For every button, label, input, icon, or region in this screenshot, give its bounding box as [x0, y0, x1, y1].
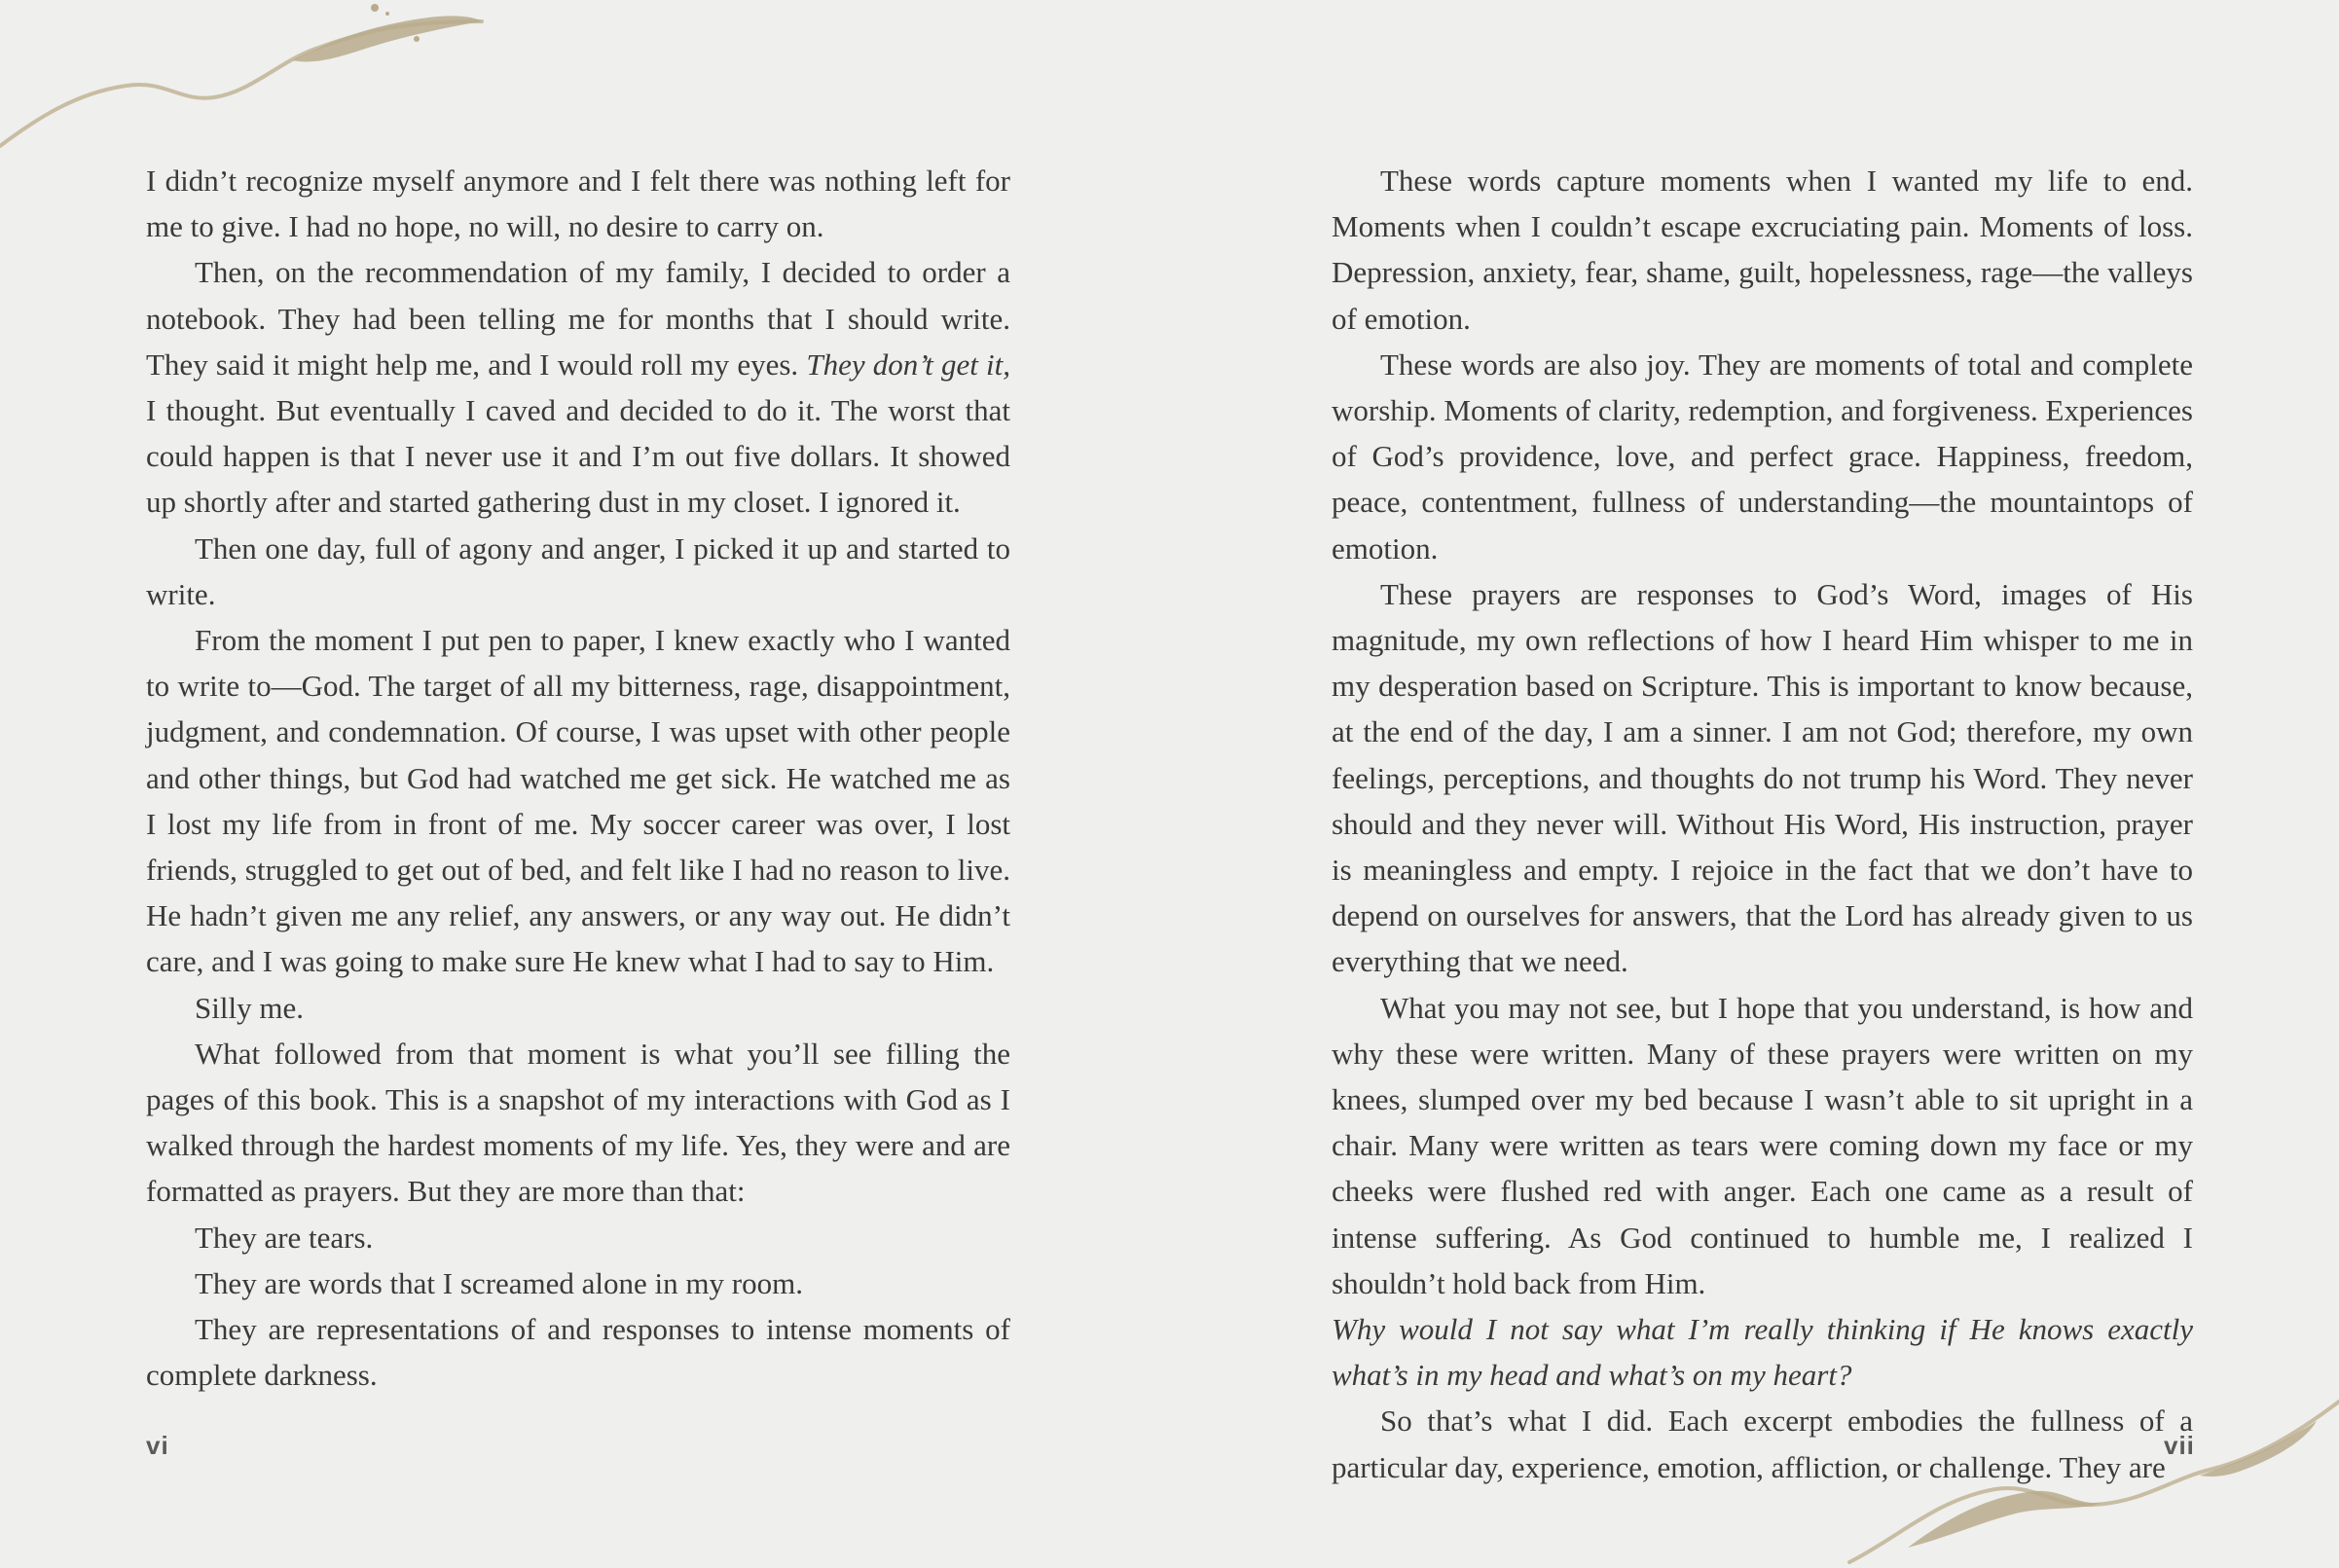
paragraph: [1332, 342, 2193, 571]
paragraph: [146, 617, 1010, 985]
text-run: Silly me.: [195, 990, 304, 1025]
text-run: From the moment I put pen to paper, I knew exactly who I wanted to write to—God. The target of all my bitterness, rage, disappointment, judgment, and condemnation. Of course, I was upset with other people and other things, but God had watched me get sick. He watched me as I lost my life from in front of me. My soccer career was over, I lost friends, struggled to get out of bed, and felt like I had no reason to live. He hadn’t given me any relief, any answers, or any way out. He didn’t care, and I was going to make sure He knew what I had to say to Him.: [146, 623, 1010, 979]
paragraph: [146, 249, 1010, 525]
gold-swoosh-decoration-top: [0, 0, 506, 165]
paragraph: [1332, 985, 2193, 1306]
page-number-right: vii: [2164, 1431, 2195, 1460]
paragraph: [1332, 1306, 2193, 1398]
text-run: Then, on the recommendation of my family, I decided to order a notebook. They had been telling me for months that I should write. They said it might help me, and I would roll my eyes.: [146, 255, 1010, 382]
paragraph: [146, 158, 1010, 249]
text-run: Why would I not say what I’m really thinking if He knows exactly what’s in my head and what’s on my heart?: [1332, 1312, 2193, 1393]
paragraph: [146, 1215, 1010, 1260]
paragraph: [146, 1260, 1010, 1306]
text-run: These words capture moments when I wanted my life to end. Moments when I couldn’t escape excruciating pain. Moments of loss. Depression, anxiety, fear, shame, guilt, hopelessness, rage—the valleys of emotion.: [1332, 164, 2193, 336]
paragraph: [146, 985, 1010, 1031]
text-run: I didn’t recognize myself anymore and I felt there was nothing left for me to give. I had no hope, no will, no desire to carry on.: [146, 164, 1010, 244]
paragraph: [1332, 158, 2193, 342]
paragraph: [1332, 1398, 2193, 1489]
text-run: So that’s what I did. Each excerpt embodies the fullness of a particular day, experience, emotion, affliction, or challenge. They are: [1332, 1404, 2193, 1484]
text-run: They are tears.: [195, 1220, 374, 1255]
text-run: Then one day, full of agony and anger, I picked it up and started to write.: [146, 530, 1010, 611]
text-run: These words are also joy. They are moments of total and complete worship. Moments of clarity, redemption, and forgiveness. Experiences of God’s providence, love, and perfect grace. Happiness, freedom, peace, contentment, fullness of understanding—the mountaintops of emotion.: [1332, 346, 2193, 565]
right-page-text: [1332, 158, 2193, 1490]
paragraph: [1332, 571, 2193, 985]
text-run: What followed from that moment is what you’ll see filling the pages of this book. This is a snapshot of my interactions with God as I walked through the hardest moments of my life. Yes, they were and are formatted as prayers. But they are more than that:: [146, 1036, 1010, 1209]
text-run: They are words that I screamed alone in my room.: [195, 1265, 803, 1300]
paragraph: [146, 1306, 1010, 1398]
text-run: These prayers are responses to God’s Word, images of His magnitude, my own reflections of how I heard Him whisper to me in my desperation based on Scripture. This is important to know because, at the end of the day, I am a sinner. I am not God; therefore, my own feelings, perceptions, and thoughts do not trump his Word. They never should and they never will. Without His Word, His instruction, prayer is meaningless and empty. I rejoice in the fact that we don’t have to depend on ourselves for answers, that the Lord has already given to us everything that we need.: [1332, 576, 2193, 979]
left-page-text: [146, 158, 1010, 1398]
paragraph: [146, 526, 1010, 617]
page-number-left: vi: [146, 1431, 169, 1460]
text-run: What you may not see, but I hope that you understand, is how and why these were written. Many of these prayers were written on my knees, slumped over my bed because I wasn’t able to sit upright in a chair. Many were written as tears were coming down my face or my cheeks were flushed red with anger. Each one came as a result of intense suffering. As God continued to humble me, I realized I shouldn’t hold back from Him.: [1332, 990, 2193, 1300]
italic-phrase: They don’t get it,: [806, 346, 1010, 382]
text-run: I thought. But eventually I caved and decided to do it. The worst that could happen is that I never use it and I’m out five dollars. It showed up shortly after and started gathering dust in my closet. I ignored it.: [146, 393, 1010, 520]
paragraph: [146, 1031, 1010, 1215]
text-run: They are representations of and responses to intense moments of complete darkness.: [146, 1312, 1010, 1393]
